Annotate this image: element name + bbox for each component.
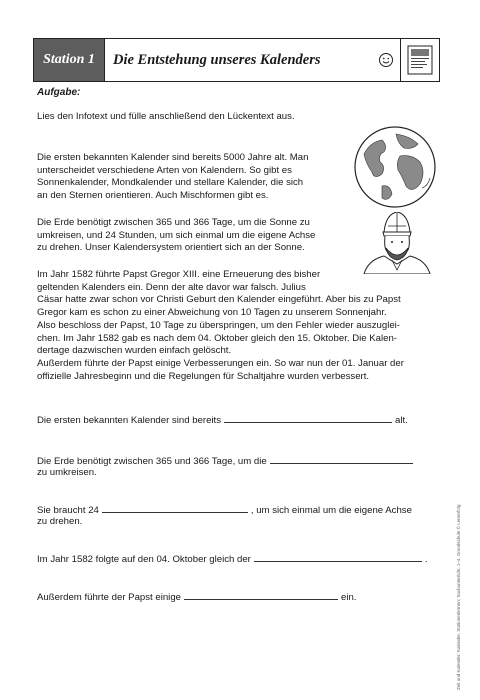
worksheet-title: Die Entstehung unseres Kalenders <box>113 51 321 68</box>
info-line: offizielle Jahresbeginn und die Regelungen für Schaltjahre wurden verbessert. <box>37 370 370 382</box>
info-line: Im Jahr 1582 führte Papst Gregor XIII. eine Erneuerung des bisher <box>37 269 321 280</box>
info-line: dertage dazwischen wurden einfach gelöscht. <box>37 345 232 357</box>
smiley-icon <box>372 39 400 81</box>
globe-illustration <box>352 124 438 215</box>
info-line: Gregor kam es schon zu einer Abweichung von 10 Tagen zu unserem Sonnenjahr. <box>37 307 387 319</box>
cloze-line: zu drehen. <box>37 515 83 527</box>
station-label: Station 1 <box>34 39 105 81</box>
info-line: geltenden Kalenders ein. Denn der alte davor war falsch. Julius <box>37 281 306 293</box>
info-line: unterscheidet verschiedene Arten von Kalendern. So gibt es <box>37 164 292 176</box>
answer-blank-4[interactable] <box>254 552 422 562</box>
info-line: Also beschloss der Papst, 10 Tage zu überspringen, um den Fehler wieder auszuglei- <box>37 319 400 331</box>
answer-blank-1[interactable] <box>224 413 392 423</box>
pope-gregor-illustration <box>358 212 436 279</box>
task-heading: Aufgabe: <box>37 87 81 98</box>
calendar-thumbnail-icon <box>400 39 439 81</box>
station-header <box>33 38 440 82</box>
answer-blank-3[interactable] <box>102 503 248 513</box>
cloze-question-4: Im Jahr 1582 folgte auf den 04. Oktober gleich der . <box>37 554 428 565</box>
answer-blank-5[interactable] <box>184 590 338 600</box>
info-line: chen. Im Jahr 1582 gab es nach dem 04. Oktober gleich den 15. Oktober. Die Kalen- <box>37 332 397 344</box>
info-line: Sonnenkalender, Mondkalender und stellare Kalender, die sich <box>37 177 304 189</box>
copyright-side-note: Zeit und Kalender: Kalender, Stationenlernen; Sachunterricht, 1–4. Grundschule © Lernerfolg <box>456 504 461 690</box>
info-line: Außerdem führte der Papst einige Verbesserungen ein. So war nun der 01. Januar der <box>37 357 404 369</box>
cloze-line: zu umkreisen. <box>37 466 97 478</box>
info-line: Die ersten bekannten Kalender sind bereits 5000 Jahre alt. Man <box>37 152 309 163</box>
cloze-question-2: Die Erde benötigt zwischen 365 und 366 Tage, um die <box>37 454 416 469</box>
info-line: Die Erde benötigt zwischen 365 und 366 Tage, um die Sonne zu <box>37 217 310 228</box>
info-line: umkreisen, und 24 Stunden, um sich einmal um die eigene Achse <box>37 229 316 241</box>
task-instruction: Lies den Infotext und fülle anschließend den Lückentext aus. <box>37 111 295 122</box>
cloze-question-3: Sie braucht 24 , um sich einmal um die eigene Achse <box>37 505 412 516</box>
info-line: Cäsar hatte zwar schon vor Christi Geburt den Kalender eingeführt. Aber bis zu Papst <box>37 294 401 306</box>
answer-blank-2[interactable] <box>270 454 413 464</box>
info-line: an den Sternen orientieren. Auch Mischformen gibt es. <box>37 190 269 202</box>
cloze-question-1: Die ersten bekannten Kalender sind bereits alt. <box>37 415 408 426</box>
info-line: zu drehen. Unser Kalendersystem orientiert sich an der Sonne. <box>37 242 305 254</box>
cloze-question-5: Außerdem führte der Papst einige ein. <box>37 592 357 603</box>
